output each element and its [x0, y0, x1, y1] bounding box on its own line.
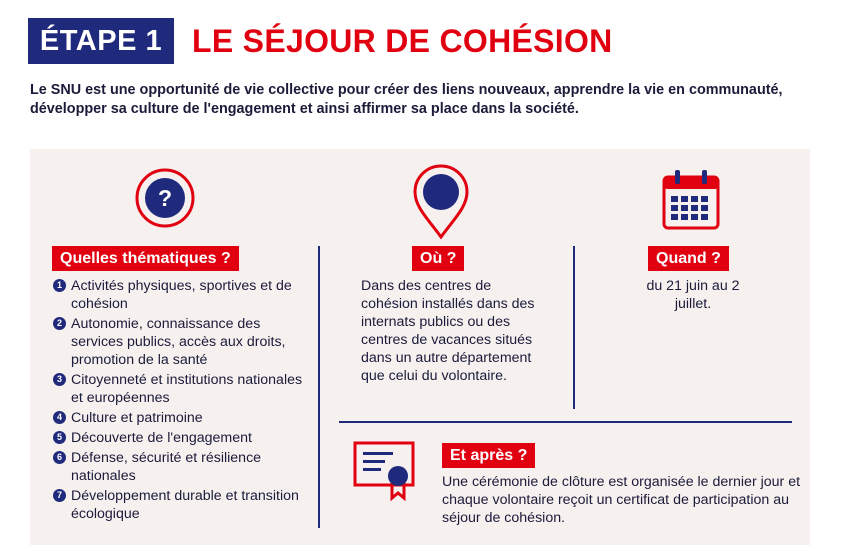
- svg-text:?: ?: [157, 185, 173, 211]
- list-item: [53, 315, 313, 369]
- apres-label: Et après ?: [442, 443, 535, 468]
- list-item-text: Défense, sécurité et résilience nationales: [71, 450, 262, 484]
- page-title: LE SÉJOUR DE COHÉSION: [192, 23, 613, 59]
- list-item-text: Autonomie, connaissance des services publics, accès aux droits, promotion de la santé: [71, 316, 286, 368]
- list-item-text: Citoyenneté et institutions nationales et européennes: [71, 372, 303, 406]
- divider-vertical-left: [318, 246, 320, 528]
- list-item: [53, 409, 313, 427]
- number-badge: 7: [53, 489, 66, 502]
- location-pin-icon: [412, 164, 470, 240]
- list-item-text: Découverte de l'engagement: [71, 430, 252, 446]
- calendar-icon: [662, 168, 720, 230]
- certificate-icon: [352, 440, 418, 502]
- divider-vertical-right: [573, 246, 575, 409]
- list-item: [53, 371, 313, 407]
- number-badge: 6: [53, 451, 66, 464]
- number-badge: 5: [53, 431, 66, 444]
- number-badge: 3: [53, 373, 66, 386]
- thematiques-label: Quelles thématiques ?: [52, 246, 239, 271]
- number-badge: 4: [53, 411, 66, 424]
- ou-text: Dans des centres de cohésion installés dans des internats publics ou des centres de vacances situés dans un autre département que celui du volontaire.: [361, 278, 535, 384]
- list-item-text: Activités physiques, sportives et de cohésion: [71, 278, 292, 312]
- list-item: [53, 429, 313, 447]
- step-badge: ÉTAPE 1: [28, 18, 174, 64]
- number-badge: 2: [53, 317, 66, 330]
- thematiques-list: [53, 277, 313, 525]
- ou-label: Où ?: [412, 246, 464, 271]
- list-item: [53, 449, 313, 485]
- number-badge: 1: [53, 279, 66, 292]
- list-item: [53, 277, 313, 313]
- list-item-text: Développement durable et transition écologique: [71, 488, 299, 522]
- list-item-text: Culture et patrimoine: [71, 410, 203, 426]
- list-item: [53, 487, 313, 523]
- quand-text: du 21 juin au 2 juillet.: [646, 278, 740, 312]
- intro-paragraph: Le SNU est une opportunité de vie collective pour créer des liens nouveaux, apprendre la vie en communauté, développer sa culture de l'engagement et ainsi affirmer sa place dans la société.: [30, 82, 783, 117]
- quand-label: Quand ?: [648, 246, 729, 271]
- divider-horizontal: [339, 421, 792, 423]
- question-mark-circle-icon: [134, 167, 196, 229]
- apres-text: Une cérémonie de clôture est organisée le dernier jour et chaque volontaire reçoit un certificat de participation au séjour de cohésion.: [442, 474, 801, 526]
